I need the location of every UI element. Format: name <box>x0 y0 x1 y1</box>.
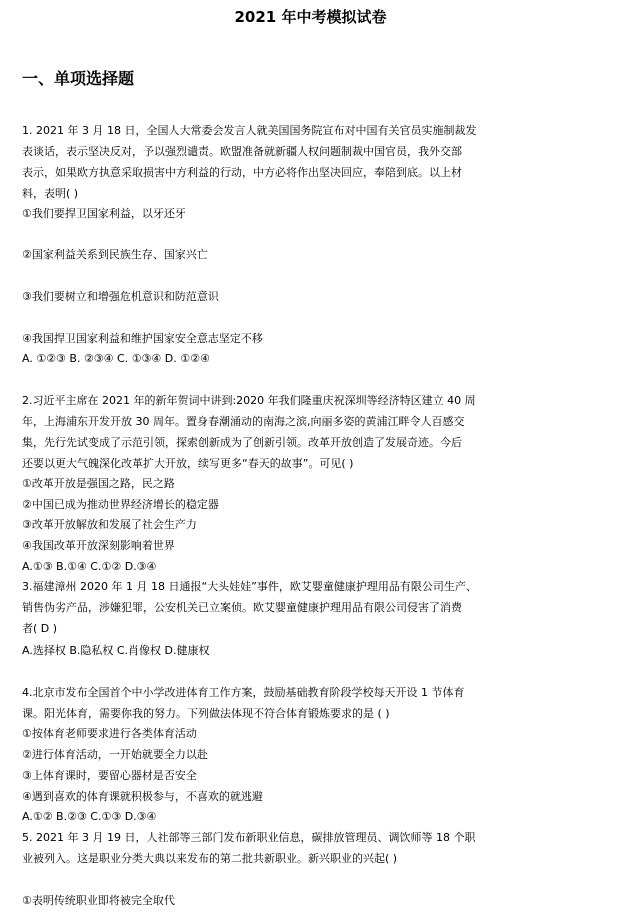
q2-stem-line: 年，上海浦东开发开放 30 周年。置身春潮涌动的南海之滨,向丽多姿的黄浦江畔令人百感交 <box>22 415 465 428</box>
q4-choices: A.①② B.②③ C.①③ D.③④ <box>22 810 157 823</box>
exam-title: 2021 年中考模拟试卷 <box>234 8 387 26</box>
q2-stem-line: 集，先行先试变成了示范引领，探索创新成为了创新引领。改革开放创造了发展奇迹。今后 <box>22 436 462 449</box>
q1-option: ④我国捍卫国家利益和维护国家安全意志坚定不移 <box>22 332 263 345</box>
q2-option: ②中国已成为推动世界经济增长的稳定器 <box>22 498 219 511</box>
q2-option: ①改革开放是强国之路，民之路 <box>22 477 175 490</box>
q2-stem-line: 2.习近平主席在 2021 年的新年贺词中讲到:2020 年我们隆重庆祝深圳等经济特区建立 40 周 <box>22 394 476 407</box>
q2-option: ③改革开放解放和发展了社会生产力 <box>22 518 197 531</box>
q5-stem-line: 业被列入。这是职业分类大典以来发布的第二批共新职业。新兴职业的兴起( ) <box>22 852 398 865</box>
q4-option: ①按体育老师要求进行各类体育活动 <box>22 727 197 740</box>
q1-stem-line: 1. 2021 年 3 月 18 日，全国人大常委会发言人就美国国务院宣布对中国有关官员实施制裁发 <box>22 124 477 137</box>
q1-option: ②国家利益关系到民族生存、国家兴亡 <box>22 248 208 261</box>
q3-stem-line: 销售伪劣产品，涉嫌犯罪，公安机关已立案侦。欧艾婴童健康护理用品有限公司侵害了消费 <box>22 601 462 614</box>
section-heading: 一、单项选择题 <box>22 69 135 88</box>
q4-option: ④遇到喜欢的体育课就积极参与，不喜欢的就逃避 <box>22 790 263 803</box>
q1-stem-line: 料，表明( ) <box>22 187 79 200</box>
q3-stem-line: 3.福建漳州 2020 年 1 月 18 日通报“大头娃娃”事件，欧艾婴童健康护理用品有限公司生产、 <box>22 580 477 593</box>
q2-option: ④我国改革开放深刻影响着世界 <box>22 539 175 552</box>
q4-option: ②进行体育活动，一开始就要全力以赴 <box>22 748 208 761</box>
q5-option: ①表明传统职业即将被完全取代 <box>22 894 175 907</box>
q1-choices: A. ①②③ B. ②③④ C. ①③④ D. ①②④ <box>22 352 210 365</box>
q4-option: ③上体育课时，要留心器材是否安全 <box>22 769 197 782</box>
q3-choices: A.选择权 B.隐私权 C.肖像权 D.健康权 <box>22 644 210 657</box>
q2-stem-line: 还要以更大气魄深化改革扩大开放，续写更多“春天的故事”。可见( ) <box>22 457 354 470</box>
q1-option: ①我们要捍卫国家利益，以牙还牙 <box>22 207 186 220</box>
q2-choices: A.①③ B.①④ C.①② D.③④ <box>22 560 157 573</box>
q1-stem-line: 表示，如果欧方执意采取损害中方利益的行动，中方必将作出坚决回应，奉陪到底。以上材 <box>22 166 462 179</box>
q4-stem-line: 课。阳光体育，需要你我的努力。下列做法体现不符合体育锻炼要求的是 ( ) <box>22 707 390 720</box>
q1-option: ③我们要树立和增强危机意识和防范意识 <box>22 290 219 303</box>
q5-stem-line: 5. 2021 年 3 月 19 日，人社部等三部门发布新职业信息，碳排放管理员、调饮师等 18 个职 <box>22 831 476 844</box>
q3-stem-line: 者( D ) <box>22 622 58 635</box>
q4-stem-line: 4.北京市发布全国首个中小学改进体育工作方案，鼓励基础教育阶段学校每天开设 1 节体育 <box>22 686 465 699</box>
q1-stem-line: 表谈话，表示坚决反对，予以强烈谴责。欧盟准备就新疆人权问题制裁中国官员，我外交部 <box>22 145 462 158</box>
